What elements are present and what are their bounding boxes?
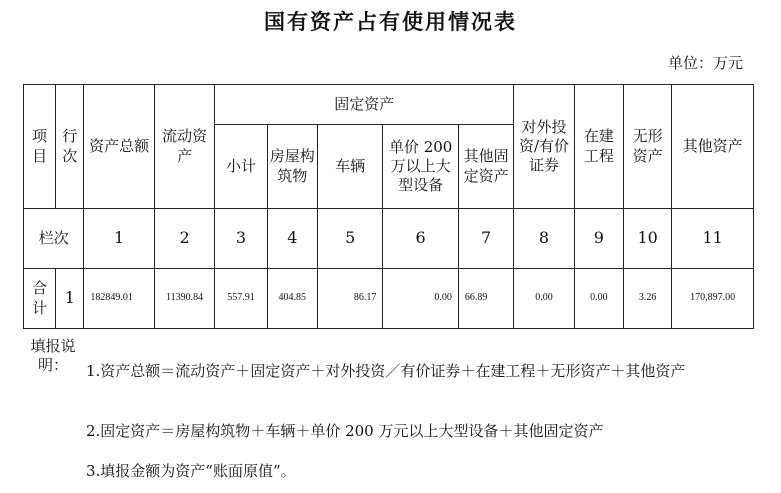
column-number: 5 — [317, 209, 382, 269]
header-vehicles: 车辆 — [317, 125, 382, 209]
column-number: 1 — [84, 209, 154, 269]
header-total-assets: 资产总额 — [84, 85, 154, 209]
value-cell: 0.00 — [574, 269, 623, 329]
value-cell: 66.89 — [458, 269, 513, 329]
value-cell: 0.00 — [383, 269, 459, 329]
column-number: 2 — [154, 209, 214, 269]
column-number: 7 — [458, 209, 513, 269]
value-cell: 404.85 — [267, 269, 317, 329]
header-subtotal: 小计 — [215, 125, 267, 209]
note-item: 2.固定资产＝房屋构筑物＋车辆＋单价 200 万元以上大型设备＋其他固定资产 — [86, 422, 604, 440]
column-row-label: 栏次 — [24, 209, 84, 269]
column-number: 10 — [624, 209, 672, 269]
unit-label: 单位：万元 — [667, 54, 743, 72]
column-number: 6 — [383, 209, 459, 269]
column-number: 3 — [215, 209, 267, 269]
header-large-equipment: 单价 200 万以上大型设备 — [383, 125, 459, 209]
header-construction: 在建工程 — [574, 85, 623, 209]
total-row-label: 合计 — [24, 269, 56, 329]
notes-label: 填报说明： — [30, 337, 76, 374]
total-row-seq: 1 — [56, 269, 84, 329]
column-number: 9 — [574, 209, 623, 269]
header-seq: 行次 — [56, 85, 84, 209]
header-investment: 对外投资/有价证券 — [514, 85, 574, 209]
value-cell: 86.17 — [317, 269, 382, 329]
header-fixed-assets: 固定资产 — [215, 85, 514, 125]
column-number: 11 — [672, 209, 754, 269]
page-title: 国有资产占有使用情况表 — [264, 9, 517, 34]
header-buildings: 房屋构筑物 — [267, 125, 317, 209]
column-number: 4 — [267, 209, 317, 269]
header-intangible: 无形资产 — [624, 85, 672, 209]
header-other-fixed: 其他固定资产 — [458, 125, 513, 209]
note-item: 1.资产总额＝流动资产＋固定资产＋对外投资／有价证券＋在建工程＋无形资产＋其他资产 — [86, 362, 686, 380]
value-cell: 3.26 — [624, 269, 672, 329]
header-current-assets: 流动资产 — [154, 85, 214, 209]
value-cell: 11390.84 — [154, 269, 214, 329]
note-item: 3.填报金额为资产“账面原值”。 — [86, 462, 296, 480]
value-cell: 0.00 — [514, 269, 574, 329]
value-cell: 170,897.00 — [672, 269, 754, 329]
value-cell: 182849.01 — [84, 269, 154, 329]
asset-table — [23, 84, 754, 329]
column-number: 8 — [514, 209, 574, 269]
header-other-assets: 其他资产 — [672, 85, 754, 209]
value-cell: 557.91 — [215, 269, 267, 329]
header-item: 项目 — [24, 85, 56, 209]
